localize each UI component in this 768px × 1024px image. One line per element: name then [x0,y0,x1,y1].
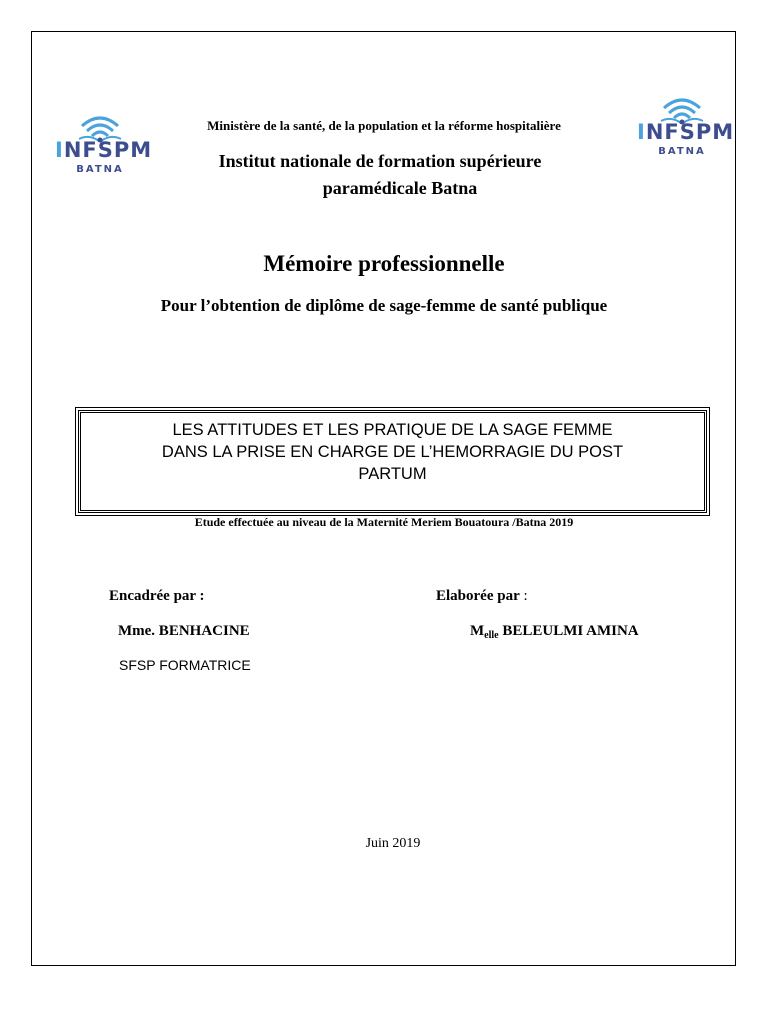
logo-word-i: I [55,138,64,162]
logo-subtitle: BATNA [658,146,706,157]
submission-date: Juin 2019 [365,836,421,851]
memoire-title: Mémoire professionnelle [263,251,505,276]
author-label: Elaborée par [436,588,520,604]
author-prefix: M [470,623,485,639]
logo-word-rest: NFSPM [63,138,153,162]
memoire-subtitle: Pour l’obtention de diplôme de sage-femme de santé publique [160,296,608,315]
author-name: BELEULMI AMINA [502,623,639,639]
ministry-heading: Ministère de la santé, de la population et la réforme hospitalière [207,118,561,133]
institute-line-2: paramédicale Batna [322,178,478,198]
supervisor-name: Mme. BENHACINE [118,623,250,639]
logo-subtitle: BATNA [76,164,124,175]
thesis-title-line-3: PARTUM [358,465,427,483]
institute-heading [0,148,768,202]
thesis-title [81,419,704,485]
thesis-title-box [78,410,707,513]
thesis-title-line-2: DANS LA PRISE EN CHARGE DE L’HEMORRAGIE DU POST [161,443,624,461]
logo-word-rest: NFSPM [645,120,735,144]
author-label-wrap [436,588,528,605]
logo-word-i: I [637,120,646,144]
supervisor-label: Encadrée par : [109,588,205,604]
thesis-title-line-1: LES ATTITUDES ET LES PRATIQUE DE LA SAGE FEMME [172,421,613,439]
author-name-wrap [470,623,639,641]
institute-line-1: Institut nationale de formation supérieure [218,151,542,171]
author-label-colon: : [523,588,528,604]
study-location: Etude effectuée au niveau de la Maternité Meriem Bouatoura /Batna 2019 [194,515,574,529]
author-prefix-sub: elle [484,630,499,641]
supervisor-role: SFSP FORMATRICE [119,657,251,673]
